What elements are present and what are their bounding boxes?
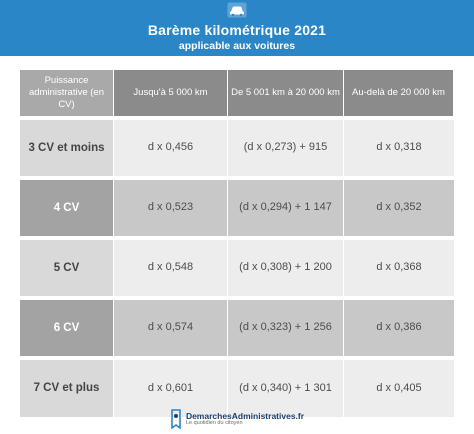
row-tier-1-value: d x 0,523 — [114, 180, 228, 236]
row-tier-2-value: (d x 0,308) + 1 200 — [228, 240, 344, 296]
row-tier-3-value: d x 0,318 — [344, 120, 454, 176]
brand-footer — [0, 408, 474, 430]
row-power-label: 6 CV — [20, 300, 114, 356]
row-power-label: 7 CV et plus — [20, 360, 114, 417]
car-icon — [227, 2, 247, 18]
brand-logo-icon — [170, 409, 182, 429]
brand-name: DemarchesAdministratives.fr — [185, 410, 305, 421]
row-tier-2-value: (d x 0,323) + 1 256 — [228, 300, 344, 356]
row-tier-2-value: (d x 0,273) + 915 — [228, 120, 344, 176]
row-tier-1-value: d x 0,574 — [114, 300, 228, 356]
row-power-label: 3 CV et moins — [20, 120, 114, 176]
row-power-label: 4 CV — [20, 180, 114, 236]
row-tier-3-value: d x 0,352 — [344, 180, 454, 236]
header-tier-2: De 5 001 km à 20 000 km — [228, 70, 344, 116]
row-tier-3-value: d x 0,368 — [344, 240, 454, 296]
mileage-scale-table — [20, 70, 454, 417]
row-tier-1-value: d x 0,548 — [114, 240, 228, 296]
row-tier-2-value: (d x 0,340) + 1 301 — [228, 360, 344, 417]
header-tier-1: Jusqu'à 5 000 km — [114, 70, 228, 116]
brand-tagline: Le quotidien du citoyen — [185, 420, 243, 426]
row-power-label: 5 CV — [20, 240, 114, 296]
page-title: Barème kilométrique 2021 — [147, 22, 327, 38]
page-subtitle: applicable aux voitures — [178, 40, 296, 52]
row-tier-3-value: d x 0,386 — [344, 300, 454, 356]
row-tier-3-value: d x 0,405 — [344, 360, 454, 417]
row-tier-2-value: (d x 0,294) + 1 147 — [228, 180, 344, 236]
title-banner — [0, 0, 474, 56]
row-tier-1-value: d x 0,601 — [114, 360, 228, 417]
header-tier-3: Au-delà de 20 000 km — [344, 70, 454, 116]
header-power: Puissance administrative (en CV) — [20, 70, 114, 116]
row-tier-1-value: d x 0,456 — [114, 120, 228, 176]
